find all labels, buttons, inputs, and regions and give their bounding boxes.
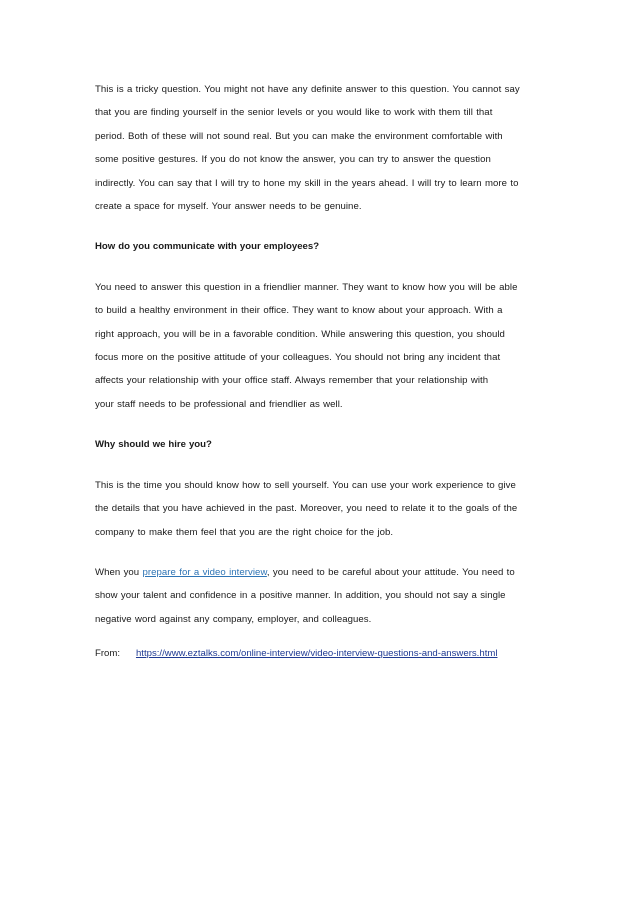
- text-line: show your talent and confidence in a positive manner. In addition, you should not say a single: [95, 590, 506, 602]
- prepare-video-interview-link[interactable]: prepare for a video interview: [142, 566, 267, 578]
- paragraph-sell-yourself: [95, 474, 545, 544]
- text-line: some positive gestures. If you do not know the answer, you can try to answer the question: [95, 154, 491, 166]
- heading-communicate-employees: How do you communicate with your employees?: [95, 241, 320, 253]
- text-line: your staff needs to be professional and friendlier as well.: [95, 398, 343, 410]
- text-line: period. Both of these will not sound real. But you can make the environment comfortable with: [95, 130, 503, 142]
- text-line: company to make them feel that you are the right choice for the job.: [95, 526, 394, 538]
- source-label: From:: [95, 648, 121, 660]
- text-line: negative word against any company, employer, and colleagues.: [95, 613, 372, 625]
- heading-why-hire-you: Why should we hire you?: [95, 439, 212, 451]
- document-body: [95, 78, 545, 666]
- source-citation: [95, 642, 545, 665]
- text-line: [95, 561, 545, 584]
- paragraph-communicate-answer: [95, 276, 545, 416]
- paragraph-video-interview: [95, 561, 545, 631]
- text-line: You need to answer this question in a friendlier manner. They want to know how you will be able: [95, 281, 518, 293]
- source-url-link[interactable]: https://www.eztalks.com/online-interview/video-interview-questions-and-answers.html: [135, 648, 498, 660]
- text-line: create a space for myself. Your answer needs to be genuine.: [95, 201, 362, 213]
- text-line: right approach, you will be in a favorable condition. While answering this question, you should: [95, 328, 505, 340]
- text-fragment: When you: [95, 566, 143, 578]
- text-line: to build a healthy environment in their office. They want to know about your approach. With a: [95, 305, 503, 317]
- text-line: This is a tricky question. You might not have any definite answer to this question. You cannot say: [95, 84, 520, 95]
- text-line: indirectly. You can say that I will try to hone my skill in the years ahead. I will try to learn more to: [95, 177, 519, 189]
- text-line: This is the time you should know how to sell yourself. You can use your work experience to give: [95, 479, 516, 491]
- text-fragment: , you need to be careful about your attitude. You need to: [266, 566, 515, 578]
- paragraph-tricky-question: [95, 78, 545, 218]
- text-line: the details that you have achieved in the past. Moreover, you need to relate it to the goals of the: [95, 503, 518, 515]
- text-line: that you are finding yourself in the senior levels or you would like to work with them till that: [95, 107, 493, 119]
- text-line: focus more on the positive attitude of your colleagues. You should not bring any incident that: [95, 352, 501, 364]
- text-line: affects your relationship with your office staff. Always remember that your relationship with: [95, 375, 489, 387]
